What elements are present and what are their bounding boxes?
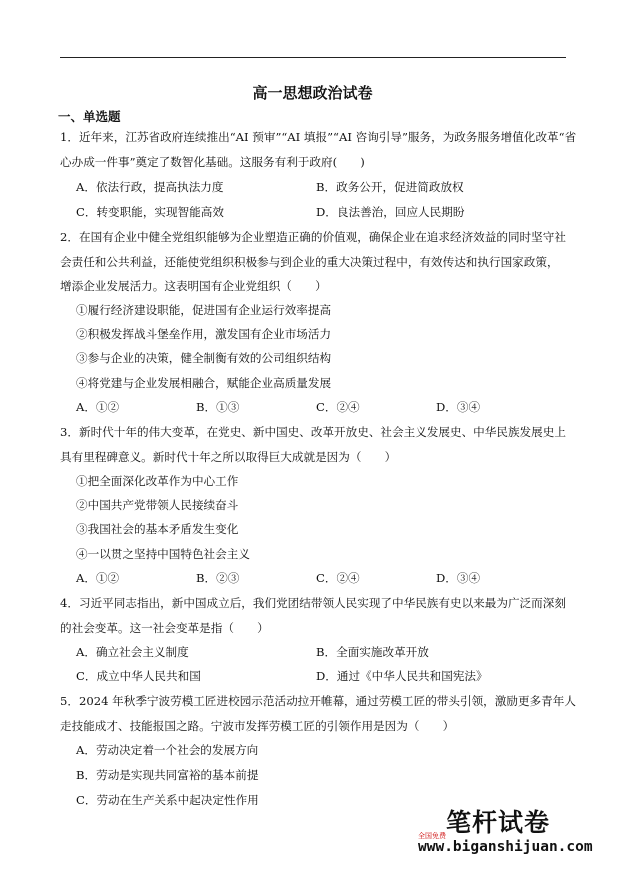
q4-option-b: B．全面实施改革开放 (316, 645, 429, 659)
q1-option-b: B．政务公开，促进简政放权 (316, 180, 464, 194)
q2-statement-3: ③参与企业的决策，健全制衡有效的公司组织结构 (76, 351, 332, 365)
q1-option-a: A．依法行政，提高执法力度 (76, 180, 224, 194)
q5-option-b: B．劳动是实现共同富裕的基本前提 (76, 768, 259, 782)
question-2-line-2: 会责任和公共利益，还能使党组织积极参与到企业的重大决策过程中，有效传达和执行国家政策， (60, 255, 559, 269)
q1-option-d: D．良法善治，回应人民期盼 (316, 205, 465, 219)
page-title: 高一思想政治试卷 (252, 84, 373, 102)
question-4-line-1: 4．习近平同志指出，新中国成立后，我们党团结带领人民实现了中华民族有史以来最为广泛而深刻 (60, 596, 566, 610)
q2-option-c: C．②④ (316, 400, 360, 414)
q3-statement-4: ④一以贯之坚持中国特色社会主义 (76, 547, 250, 561)
question-3-line-1: 3．新时代十年的伟大变革，在党史、新中国史、改革开放史、社会主义发展史、中华民族发展史上 (60, 425, 566, 439)
question-3-line-2: 具有里程碑意义。新时代十年之所以取得巨大成就是因为（ ） (60, 450, 397, 464)
q1-option-c: C．转变职能，实现智能高效 (76, 205, 224, 219)
q2-statement-1: ①履行经济建设职能，促进国有企业运行效率提高 (76, 303, 332, 317)
q2-option-d: D．③④ (436, 400, 481, 414)
watermark-url: www.biganshijuan.com (418, 839, 593, 855)
q5-option-a: A．劳动决定着一个社会的发展方向 (76, 743, 259, 757)
question-2-line-1: 2．在国有企业中健全党组织能够为企业塑造正确的价值观，确保企业在追求经济效益的同时坚守社 (60, 230, 566, 244)
question-1-line-2: 心办成一件事”奠定了数智化基础。这服务有利于政府( ) (60, 155, 365, 169)
q4-option-c: C．成立中华人民共和国 (76, 669, 201, 683)
q2-option-a: A．①② (76, 400, 120, 414)
q2-statement-4: ④将党建与企业发展相融合，赋能企业高质量发展 (76, 376, 332, 390)
q3-option-b: B．②③ (196, 571, 240, 585)
watermark-brand: 笔杆试卷 (446, 808, 551, 837)
section-heading: 一、单选题 (58, 109, 121, 124)
q3-option-c: C．②④ (316, 571, 360, 585)
q4-option-d: D．通过《中华人民共和国宪法》 (316, 669, 488, 683)
q2-option-b: B．①③ (196, 400, 240, 414)
q3-statement-1: ①把全面深化改革作为中心工作 (76, 474, 239, 488)
question-4-line-2: 的社会变革。这一社会变革是指（ ） (60, 621, 269, 635)
question-5-line-1: 5．2024 年秋季宁波劳模工匠进校园示范活动拉开帷幕，通过劳模工匠的带头引领，激励更多青年人 (60, 694, 576, 708)
q3-option-a: A．①② (76, 571, 120, 585)
q2-statement-2: ②积极发挥战斗堡垒作用，激发国有企业市场活力 (76, 327, 332, 341)
question-5-line-2: 走技能成才、技能报国之路。宁波市发挥劳模工匠的引领作用是因为（ ） (60, 719, 455, 733)
q4-option-a: A．确立社会主义制度 (76, 645, 189, 659)
question-2-line-3: 增添企业发展活力。这表明国有企业党组织（ ） (60, 279, 327, 293)
q5-option-c: C．劳动在生产关系中起决定性作用 (76, 793, 259, 807)
header-rule (60, 57, 566, 58)
question-1-line-1: 1．近年来，江苏省政府连续推出“AI 预审”“AI 填报”“AI 咨询引导”服务，为政务服务增值化改革“省 (60, 130, 577, 144)
q3-option-d: D．③④ (436, 571, 481, 585)
watermark-badge: 全国免费 (418, 832, 446, 840)
q3-statement-2: ②中国共产党带领人民接续奋斗 (76, 498, 239, 512)
q3-statement-3: ③我国社会的基本矛盾发生变化 (76, 522, 239, 536)
